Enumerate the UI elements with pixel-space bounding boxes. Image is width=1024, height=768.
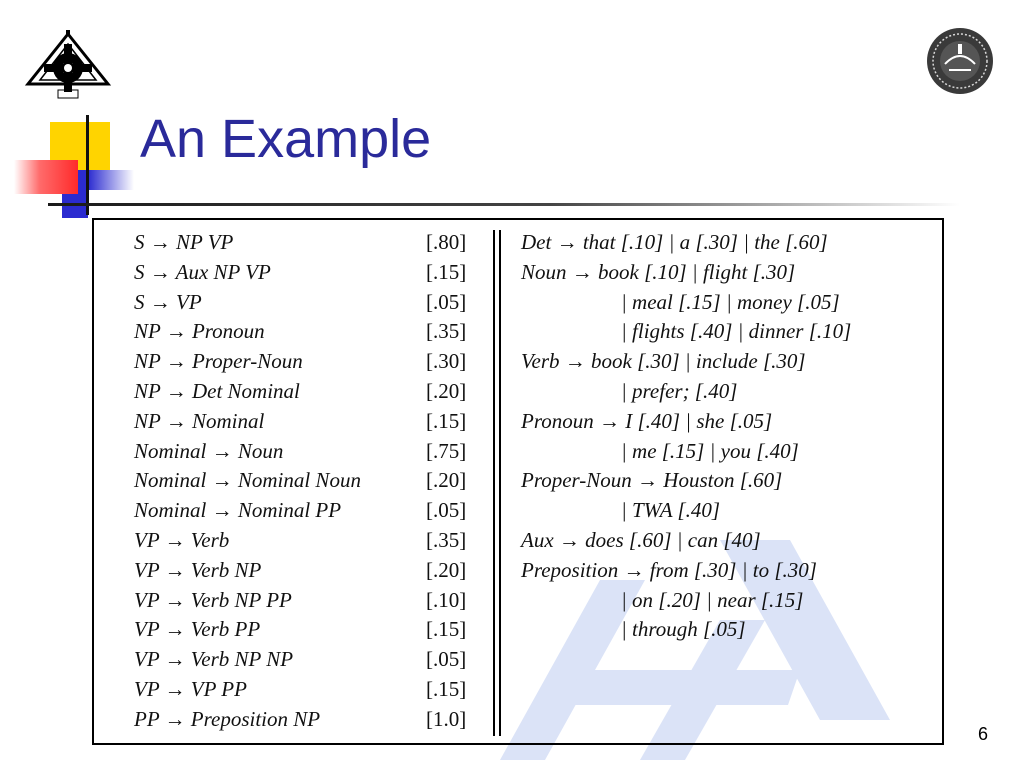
grammar-rule: Nominal → Noun: [134, 438, 284, 463]
rule-probability: [.05]: [426, 289, 467, 314]
grammar-rule: S → NP VP: [134, 230, 234, 254]
grammar-rule: NP → Proper-Noun: [134, 349, 303, 374]
page-number: 6: [978, 724, 989, 744]
rule-probability: [.15]: [426, 676, 467, 701]
grammar-table: [92, 218, 944, 745]
grammar-rule: VP → Verb PP: [134, 617, 261, 642]
grammar-row: [134, 705, 474, 735]
lexicon-rule: Aux → does [.60] | can [40]: [521, 527, 761, 552]
title-divider: [48, 203, 960, 206]
lexicon-rule: Verb → book [.30] | include [.30]: [521, 349, 806, 374]
grammar-row: [134, 258, 474, 288]
rule-probability: [.10]: [426, 587, 467, 612]
grammar-row: [134, 615, 474, 645]
grammar-rule: NP → Pronoun: [134, 319, 265, 344]
grammar-row: [134, 526, 474, 556]
rule-probability: [.35]: [426, 527, 467, 552]
grammar-row: [134, 288, 474, 318]
slide-title: An Example: [140, 109, 432, 169]
lexicon-rule: Noun → book [.10] | flight [.30]: [521, 259, 796, 284]
lexicon-continuation: | through [.05]: [621, 617, 746, 642]
lexicon-continuation: | meal [.15] | money [.05]: [621, 289, 840, 314]
grammar-row: [134, 347, 474, 377]
grammar-rule: VP → Verb NP: [134, 557, 262, 582]
grammar-rule: VP → Verb NP NP: [134, 647, 294, 672]
lexicon-continuation: | on [.20] | near [.15]: [621, 587, 804, 612]
grammar-rule: PP → Preposition NP: [134, 706, 321, 731]
lexicon-rule: Proper-Noun → Houston [.60]: [521, 468, 783, 493]
lexicon-continuation: | prefer; [.40]: [621, 378, 738, 403]
grammar-row: [134, 586, 474, 616]
rule-probability: [1.0]: [426, 706, 467, 731]
rule-probability: [.20]: [426, 557, 467, 582]
grammar-row: [134, 377, 474, 407]
grammar-row: [134, 407, 474, 437]
institution-logo-icon: [22, 30, 114, 102]
rule-probability: [.30]: [426, 349, 467, 374]
grammar-rule: NP → Det Nominal: [134, 378, 300, 403]
lexicon-continuation: | flights [.40] | dinner [.10]: [621, 319, 852, 344]
lexicon-rule: Det → that [.10] | a [.30] | the [.60]: [521, 230, 828, 254]
grammar-row: [134, 556, 474, 586]
decoration-vertical-line: [86, 115, 89, 215]
grammar-rules-column: [134, 228, 474, 735]
grammar-rule: VP → Verb NP PP: [134, 587, 292, 612]
rule-probability: [.80]: [426, 230, 467, 254]
grammar-row: [134, 317, 474, 347]
grammar-rule: S → VP: [134, 289, 202, 314]
rule-probability: [.05]: [426, 498, 467, 523]
university-seal-icon: [925, 26, 995, 96]
rule-probability: [.75]: [426, 438, 467, 463]
rule-probability: [.15]: [426, 259, 467, 284]
grammar-rule: VP → VP PP: [134, 676, 247, 701]
decoration-red-square: [14, 160, 78, 194]
rule-probability: [.15]: [426, 408, 467, 433]
lexicon-column: [521, 228, 931, 645]
rule-probability: [.35]: [426, 319, 467, 344]
grammar-row: [134, 466, 474, 496]
lexicon-rule: Pronoun → I [.40] | she [.05]: [521, 408, 773, 433]
lexicon-rule: Preposition → from [.30] | to [.30]: [521, 557, 817, 582]
column-double-divider: [493, 230, 501, 736]
rule-probability: [.20]: [426, 468, 467, 493]
grammar-rule: S → Aux NP VP: [134, 259, 271, 284]
grammar-row: [134, 496, 474, 526]
grammar-row: [134, 675, 474, 705]
decoration-blue-bar: [88, 170, 134, 190]
rule-probability: [.15]: [426, 617, 467, 642]
lexicon-continuation: | me [.15] | you [.40]: [621, 438, 799, 463]
lexicon-continuation: | TWA [.40]: [621, 498, 721, 523]
grammar-rule: NP → Nominal: [134, 408, 265, 433]
grammar-rule: VP → Verb: [134, 527, 230, 552]
rule-probability: [.05]: [426, 647, 467, 672]
grammar-rule: Nominal → Nominal Noun: [134, 468, 361, 493]
grammar-row: [134, 437, 474, 467]
grammar-row: [134, 228, 474, 258]
grammar-row: [134, 645, 474, 675]
grammar-rule: Nominal → Nominal PP: [134, 498, 342, 523]
rule-probability: [.20]: [426, 378, 467, 403]
